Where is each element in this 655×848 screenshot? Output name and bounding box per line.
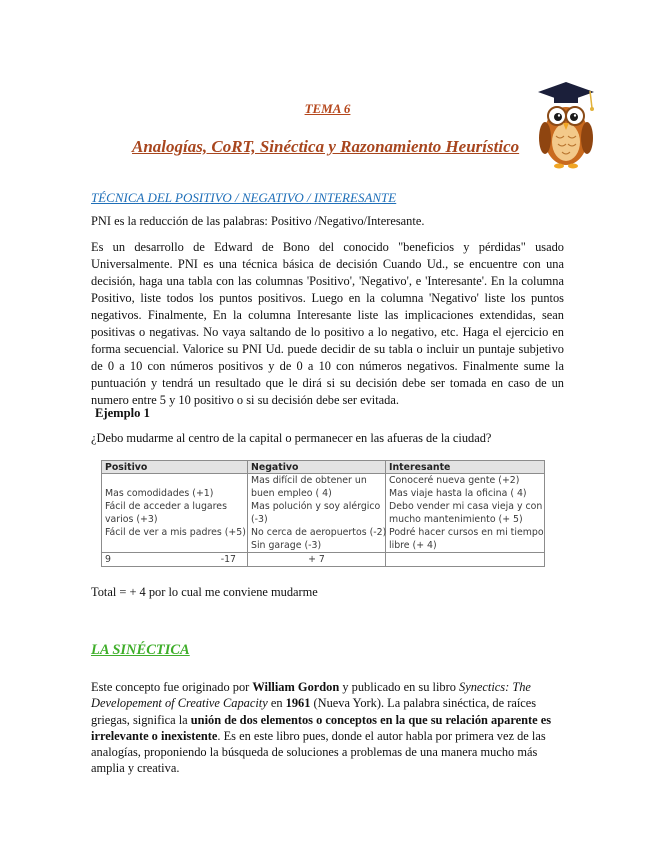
total-interesante [386, 553, 545, 567]
list-item: Fácil de acceder a lugares [105, 501, 227, 512]
meaning-emphasis: unión de dos elementos o conceptos en la que su relación aparente es irrelevante o inexistente [91, 712, 552, 743]
total-positivo: 9 [105, 554, 111, 565]
example-question: ¿Debo mudarme al centro de la capital o permanecer en las afueras de la ciudad? [91, 431, 492, 445]
column-header-negativo: Negativo [248, 461, 386, 474]
owl-graduate-icon [532, 76, 600, 172]
table-row [102, 474, 545, 553]
negativo-cell [248, 474, 386, 553]
publication-year: 1961 [285, 696, 311, 711]
list-item: Mas comodidades (+1) [105, 488, 214, 499]
sinectica-paragraph: Este concepto fue originado por William Gordon y publicado en su libro Synectics: The Developement of Creative Capacity en 1961 (Nueva York). La palabra sinéctica, de raíces griegas, significa la unión de dos elementos o conceptos en la que su relación aparente es irrelevante o inexistente. Es en este libro pues, donde el autor habla por primera vez de las analogías, proponiendo la búsqueda de soluciones a problemas de una manera mucho más amplia y creativa. [91, 680, 552, 776]
table-header-row [102, 461, 545, 474]
pni-description: Es un desarrollo de Edward de Bono del conocido "beneficios y pérdidas" usado Universalmente. PNI es una técnica básica de decisión Cuando Ud., se encuentre con una decisión, haga una tabla con las columnas 'Positivo', 'Negativo', e 'Interesante'. En la columna Positivo, liste todos los puntos positivos. Luego en la columna 'Negativo' liste los puntos negativos. Finalmente, En la columna Interesante liste las implicaciones extendidas, sean positivas o negativas. No vaya saltando de lo positivo a lo negativo, etc. Haga el ejercicio en forma secuencial. Valorice su PNI Ud. puede decidir de su tabla o incluir un puntaje subjetivo de 0 a 10 con números positivos y de 0 a 10 con números negativos. Finalmente sume la puntuación y tendrá un resultado que le dirá si su decisión debe ser tomada en caso de un numero entre 5 y 10 positivo o si su decisión debe ser evitada. [91, 240, 564, 407]
list-item: Conoceré nueva gente (+2) [389, 475, 520, 486]
interesante-cell [386, 474, 545, 553]
list-item: varios (+3) [105, 514, 158, 525]
total-result: Total = + 4 por lo cual me conviene mudarme [91, 585, 318, 599]
list-item: No cerca de aeropuertos (-2) [251, 527, 387, 538]
book-title: Synectics: The Developement of Creative Capacity [91, 680, 531, 711]
list-item: buen empleo ( 4) [251, 488, 332, 499]
table-totals-row [102, 553, 545, 567]
list-item: Debo vender mi casa vieja y con [389, 501, 543, 512]
totals-cell [102, 553, 248, 567]
list-item: mucho mantenimiento (+ 5) [389, 514, 523, 525]
pni-definition: PNI es la reducción de las palabras: Positivo /Negativo/Interesante. [91, 214, 425, 228]
example-label: Ejemplo 1 [95, 406, 150, 420]
list-item: (-3) [251, 514, 268, 525]
column-header-interesante: Interesante [386, 461, 545, 474]
section-heading-pni: TÉCNICA DEL POSITIVO / NEGATIVO / INTERESANTE [91, 190, 397, 205]
list-item: Mas difícil de obtener un [251, 475, 367, 486]
list-item: Fácil de ver a mis padres (+5) [105, 527, 246, 538]
section-heading-sinectica: LA SINÉCTICA [91, 642, 190, 658]
list-item: Mas viaje hasta la oficina ( 4) [389, 488, 527, 499]
list-item: Podré hacer cursos en mi tiempo [389, 527, 544, 538]
total-negativo: -17 [220, 554, 236, 565]
list-item: Sin garage (-3) [251, 540, 322, 551]
total-interesante-mid: + 7 [248, 553, 386, 567]
topic-number: TEMA 6 [304, 101, 351, 116]
column-header-positivo: Positivo [102, 461, 248, 474]
positivo-cell [102, 474, 248, 553]
author-name: William Gordon [252, 680, 340, 694]
pni-table [101, 460, 545, 567]
list-item: libre (+ 4) [389, 540, 437, 551]
list-item: Mas polución y soy alérgico [251, 501, 381, 512]
page-title: Analogías, CoRT, Sinéctica y Razonamiento Heurístico [132, 137, 520, 156]
